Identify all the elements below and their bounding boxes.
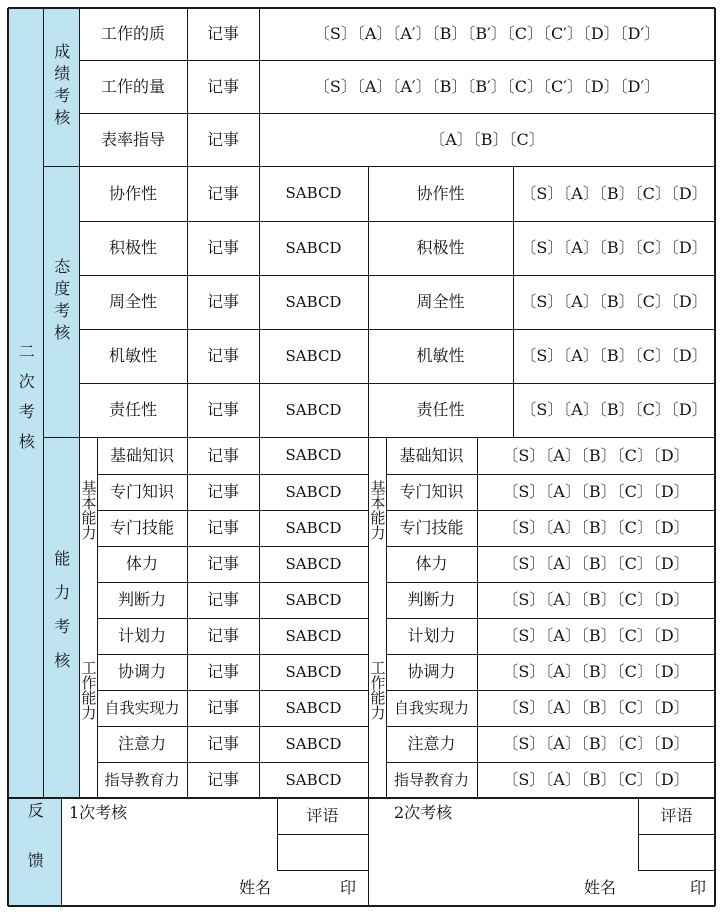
grid-line	[79, 221, 715, 222]
ab-item2-6: 计划力	[407, 626, 456, 646]
grid-line	[386, 690, 715, 691]
perf-note-quality[interactable]: 记事	[206, 24, 239, 44]
section-label-ability	[43, 437, 79, 798]
ab-scale-8[interactable]: SABCD	[285, 698, 342, 717]
ab-item-3: 专门技能	[109, 518, 174, 538]
ab-scale-7[interactable]: SABCD	[285, 662, 342, 681]
ab-item-5: 判断力	[117, 590, 166, 610]
ab-scale-2[interactable]: SABCD	[285, 482, 342, 501]
section-label-performance	[43, 8, 79, 166]
ab-item-4: 体力	[125, 554, 158, 574]
attitude-label-text: 态度考核	[51, 257, 71, 346]
att-scale-4[interactable]: SABCD	[285, 346, 342, 365]
ab-item2-3: 专门技能	[399, 518, 464, 538]
ability-work-label-right	[368, 582, 386, 798]
grid-line	[386, 474, 715, 475]
ab-item2-1: 基础知识	[399, 445, 464, 465]
grid-line	[43, 166, 715, 167]
grid-line	[8, 7, 715, 9]
ab-scale-6[interactable]: SABCD	[285, 626, 342, 645]
ab-grades-2[interactable]: 〔S〕〔A〕〔B〕〔C〕〔D〕	[502, 482, 690, 502]
perf-grades-quality[interactable]: 〔S〕〔A〕〔A′〕〔B〕〔B′〕〔C〕〔C′〕〔D〕〔D′〕	[313, 24, 661, 44]
ab-item2-7: 协调力	[407, 662, 456, 682]
att-item2-1: 协作性	[416, 183, 465, 203]
grid-line	[61, 798, 62, 906]
grid-line	[43, 8, 44, 798]
grid-line	[187, 8, 188, 798]
grid-line	[7, 8, 9, 906]
grid-line	[277, 870, 368, 871]
grid-line	[386, 762, 715, 763]
ab-item-8: 自我实现力	[104, 698, 180, 717]
grid-line	[638, 870, 715, 871]
ab-note-6[interactable]: 记事	[206, 626, 239, 646]
att-grades-5[interactable]: 〔S〕〔A〕〔B〕〔C〕〔D〕	[520, 400, 708, 420]
ab-item2-10: 指导教育力	[393, 770, 469, 789]
att-note-5[interactable]: 记事	[206, 400, 239, 420]
ability-work-label-text: 工作能力	[79, 660, 97, 720]
att-grades-4[interactable]: 〔S〕〔A〕〔B〕〔C〕〔D〕	[520, 346, 708, 366]
ab-item2-5: 判断力	[407, 590, 456, 610]
grid-line	[79, 8, 80, 798]
att-item-5: 责任性	[108, 400, 157, 420]
att-note-2[interactable]: 记事	[206, 238, 239, 258]
ability-basic-label-right-text: 基本能力	[368, 479, 386, 540]
grid-line	[97, 654, 368, 655]
att-item-3: 周全性	[108, 292, 157, 312]
ab-note-2[interactable]: 记事	[206, 482, 239, 502]
feedback-label-text: 反馈	[25, 802, 45, 902]
ab-note-9[interactable]: 记事	[206, 734, 239, 754]
att-item-4: 机敏性	[108, 346, 157, 366]
perf-item-quantity: 工作的量	[100, 76, 165, 96]
ab-grades-7[interactable]: 〔S〕〔A〕〔B〕〔C〕〔D〕	[502, 662, 690, 682]
grid-line	[97, 546, 368, 547]
grid-line	[97, 726, 368, 727]
grid-line	[638, 834, 715, 835]
ab-grades-10[interactable]: 〔S〕〔A〕〔B〕〔C〕〔D〕	[502, 770, 690, 790]
feedback-first-comment-label: 评语	[306, 806, 339, 826]
att-note-3[interactable]: 记事	[206, 292, 239, 312]
ab-scale-1[interactable]: SABCD	[285, 446, 342, 465]
ab-grades-1[interactable]: 〔S〕〔A〕〔B〕〔C〕〔D〕	[502, 445, 690, 465]
ab-grades-9[interactable]: 〔S〕〔A〕〔B〕〔C〕〔D〕	[502, 734, 690, 754]
ab-item2-8: 自我实现力	[393, 698, 469, 717]
ab-grades-5[interactable]: 〔S〕〔A〕〔B〕〔C〕〔D〕	[502, 590, 690, 610]
grid-line	[79, 329, 715, 330]
att-item-1: 协作性	[108, 183, 157, 203]
perf-item-quality: 工作的质	[100, 24, 165, 44]
perf-item-leadership: 表率指导	[100, 129, 165, 149]
grid-line	[43, 437, 715, 438]
att-scale-1[interactable]: SABCD	[285, 184, 342, 203]
ability-basic-label-text: 基本能力	[79, 479, 97, 540]
grid-line	[386, 437, 387, 798]
ab-item-7: 协调力	[117, 662, 166, 682]
feedback-first-seal-label: 印	[339, 878, 356, 898]
ab-note-8[interactable]: 记事	[206, 698, 239, 718]
grid-line	[386, 726, 715, 727]
feedback-second-title: 2次考核	[394, 803, 453, 822]
grid-line	[8, 797, 715, 799]
ab-item-10: 指导教育力	[104, 770, 180, 789]
grid-line	[97, 690, 368, 691]
grid-line	[97, 618, 368, 619]
grid-line	[8, 905, 715, 907]
grid-line	[386, 546, 715, 547]
ability-basic-label	[79, 437, 97, 582]
grid-line	[477, 437, 478, 798]
performance-label-text: 成绩考核	[51, 43, 71, 131]
ab-item2-2: 专门知识	[399, 482, 464, 502]
perf-grades-quantity[interactable]: 〔S〕〔A〕〔A′〕〔B〕〔B′〕〔C〕〔C′〕〔D〕〔D′〕	[313, 76, 661, 96]
ab-scale-3[interactable]: SABCD	[285, 518, 342, 537]
side-label-text: 二次考核	[16, 343, 36, 463]
feedback-first-title: 1次考核	[69, 803, 128, 822]
ab-note-10[interactable]: 记事	[206, 770, 239, 790]
att-note-1[interactable]: 记事	[206, 183, 239, 203]
feedback-second-comment-box[interactable]	[638, 834, 715, 870]
grid-line	[386, 510, 715, 511]
grid-line	[79, 60, 715, 61]
ab-scale-5[interactable]: SABCD	[285, 590, 342, 609]
grid-line	[714, 8, 716, 906]
feedback-second-comment-label: 评语	[660, 806, 693, 826]
ability-basic-label-right	[368, 437, 386, 582]
att-item2-3: 周全性	[416, 292, 465, 312]
grid-line	[513, 166, 514, 437]
att-grades-1[interactable]: 〔S〕〔A〕〔B〕〔C〕〔D〕	[520, 183, 708, 203]
att-item2-2: 积极性	[416, 238, 465, 258]
feedback-second-name-label: 姓名	[583, 878, 616, 898]
grid-line	[386, 618, 715, 619]
grid-line	[97, 510, 368, 511]
att-item2-5: 责任性	[416, 400, 465, 420]
att-scale-3[interactable]: SABCD	[285, 292, 342, 311]
att-grades-3[interactable]: 〔S〕〔A〕〔B〕〔C〕〔D〕	[520, 292, 708, 312]
att-item2-4: 机敏性	[416, 346, 465, 366]
grid-line	[97, 582, 368, 583]
ab-item2-4: 体力	[415, 554, 448, 574]
grid-line	[368, 166, 369, 906]
ab-note-4[interactable]: 记事	[206, 554, 239, 574]
side-label-second-review	[8, 8, 43, 798]
ab-item2-9: 注意力	[407, 734, 456, 754]
ab-scale-10[interactable]: SABCD	[285, 770, 342, 789]
perf-note-quantity[interactable]: 记事	[206, 76, 239, 96]
ab-item-6: 计划力	[117, 626, 166, 646]
ab-item-1: 基础知识	[109, 445, 174, 465]
section-label-attitude	[43, 166, 79, 437]
ab-note-3[interactable]: 记事	[206, 518, 239, 538]
grid-line	[277, 834, 368, 835]
att-scale-5[interactable]: SABCD	[285, 400, 342, 419]
grid-line	[79, 383, 715, 384]
grid-line	[259, 8, 260, 798]
ab-item-2: 专门知识	[109, 482, 174, 502]
grid-line	[97, 474, 368, 475]
grid-line	[386, 582, 715, 583]
ability-label-text: 能力考核	[51, 549, 71, 686]
grid-line	[79, 113, 715, 114]
ab-grades-8[interactable]: 〔S〕〔A〕〔B〕〔C〕〔D〕	[502, 698, 690, 718]
feedback-label	[8, 798, 61, 906]
att-grades-2[interactable]: 〔S〕〔A〕〔B〕〔C〕〔D〕	[520, 238, 708, 258]
feedback-second-seal-label: 印	[689, 878, 706, 898]
ab-scale-9[interactable]: SABCD	[285, 734, 342, 753]
ab-grades-4[interactable]: 〔S〕〔A〕〔B〕〔C〕〔D〕	[502, 554, 690, 574]
att-scale-2[interactable]: SABCD	[285, 238, 342, 257]
feedback-first-comment-box[interactable]	[277, 834, 368, 870]
perf-grades-leadership[interactable]: 〔A〕〔B〕〔C〕	[429, 129, 545, 149]
grid-line	[97, 437, 98, 798]
att-note-4[interactable]: 记事	[206, 346, 239, 366]
ab-note-5[interactable]: 记事	[206, 590, 239, 610]
ab-grades-6[interactable]: 〔S〕〔A〕〔B〕〔C〕〔D〕	[502, 626, 690, 646]
perf-note-leadership[interactable]: 记事	[206, 129, 239, 149]
ab-item-9: 注意力	[117, 734, 166, 754]
grid-line	[97, 762, 368, 763]
ab-grades-3[interactable]: 〔S〕〔A〕〔B〕〔C〕〔D〕	[502, 518, 690, 538]
ability-work-label	[79, 582, 97, 798]
ab-note-7[interactable]: 记事	[206, 662, 239, 682]
grid-line	[79, 275, 715, 276]
feedback-first-name-label: 姓名	[238, 878, 271, 898]
att-item-2: 积极性	[108, 238, 157, 258]
ab-scale-4[interactable]: SABCD	[285, 554, 342, 573]
ability-work-label-right-text: 工作能力	[368, 660, 386, 720]
grid-line	[386, 654, 715, 655]
ab-note-1[interactable]: 记事	[206, 445, 239, 465]
